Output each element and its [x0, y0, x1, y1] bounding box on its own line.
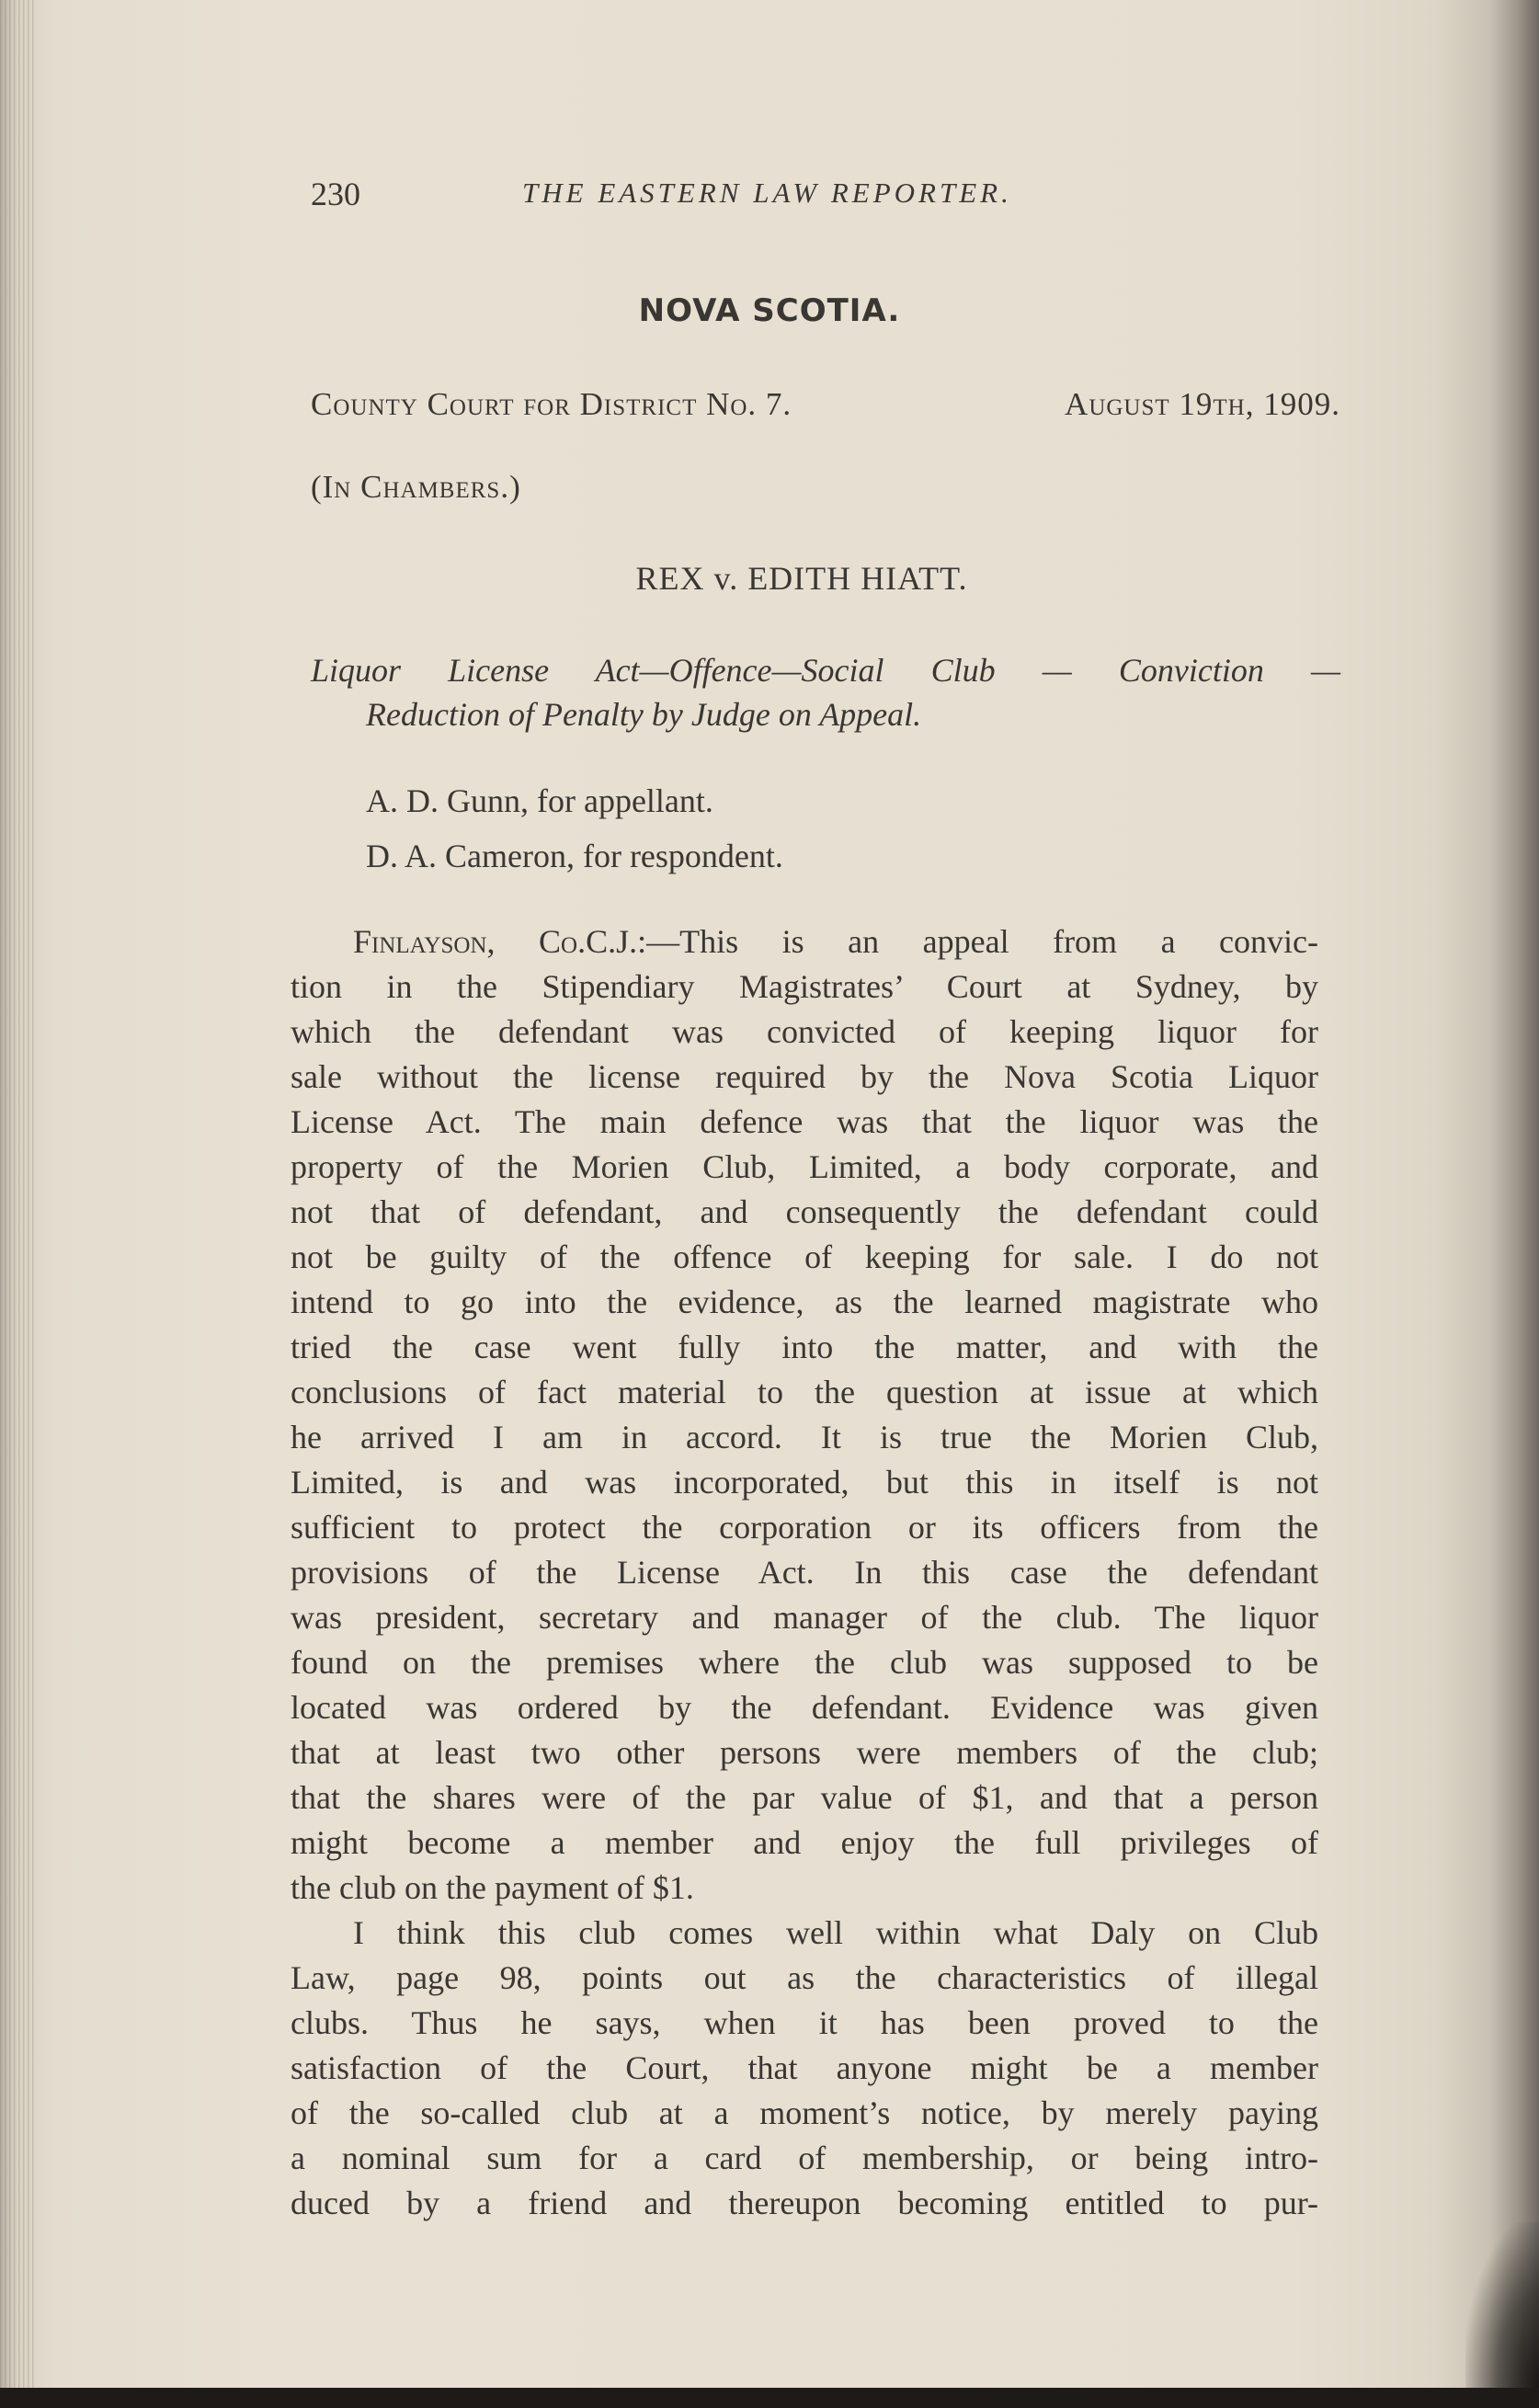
page-number: 230	[311, 176, 360, 212]
chambers-note: (In Chambers.)	[311, 469, 521, 505]
judgment-line: intend to go into the evidence, as the learned magistrate who	[291, 1284, 1318, 1320]
jurisdiction-heading: NOVA SCOTIA.	[638, 292, 901, 329]
judgment-line: the club on the payment of $1.	[291, 1869, 694, 1906]
judgment-line: tried the case went fully into the matter, and with the	[291, 1329, 1318, 1365]
headnote-line-1: Liquor License Act—Offence—Social Club — Conviction —	[311, 652, 1340, 689]
judgment-line: not that of defendant, and consequently the defendant could	[291, 1193, 1318, 1230]
court-line	[311, 386, 1340, 423]
judgment-line: I think this club comes well within what Daly on Club	[353, 1914, 1318, 1951]
judgment-line: sufficient to protect the corporation or its officers from the	[291, 1509, 1318, 1546]
judgment-line: located was ordered by the defendant. Evidence was given	[291, 1689, 1318, 1726]
judgment-line: a nominal sum for a card of membership, or being intro-	[291, 2140, 1318, 2176]
judge-name: Finlayson, Co.C.J.	[353, 923, 638, 960]
judgment-line: was president, secretary and manager of the club. The liquor	[291, 1599, 1318, 1636]
judgment-line: satisfaction of the Court, that anyone might be a member	[291, 2049, 1318, 2086]
judgment-line: Finlayson, Co.C.J.:—This is an appeal from a convic-	[353, 923, 1318, 960]
judgment-text	[291, 919, 1318, 2226]
judgment-line: sale without the license required by the Nova Scotia Liquor	[291, 1058, 1318, 1095]
decision-date: August 19th, 1909.	[1065, 386, 1340, 422]
judgment-line: License Act. The main defence was that the liquor was the	[291, 1103, 1318, 1140]
counsel-respondent: D. A. Cameron, for respondent.	[366, 838, 783, 874]
running-header	[311, 175, 1111, 221]
court-name: County Court for District No. 7.	[311, 386, 792, 422]
judgment-line: he arrived I am in accord. It is true the Morien Club,	[291, 1419, 1318, 1455]
case-title: REX v. EDITH HIATT.	[635, 560, 968, 597]
judgment-line: that the shares were of the par value of $1, and that a person	[291, 1779, 1318, 1816]
judgment-line: might become a member and enjoy the full privileges of	[291, 1824, 1318, 1861]
judgment-line: tion in the Stipendiary Magistrates’ Court at Sydney, by	[291, 968, 1318, 1005]
running-title: THE EASTERN LAW REPORTER.	[522, 177, 1012, 209]
judgment-line: found on the premises where the club was supposed to be	[291, 1644, 1318, 1681]
judgment-line: clubs. Thus he says, when it has been proved to the	[291, 2004, 1318, 2041]
judgment-line: conclusions of fact material to the question at issue at which	[291, 1374, 1318, 1410]
judgment-line: property of the Morien Club, Limited, a body corporate, and	[291, 1148, 1318, 1185]
judgment-line: provisions of the License Act. In this case the defendant	[291, 1554, 1318, 1591]
judgment-line: which the defendant was convicted of keeping liquor for	[291, 1013, 1318, 1050]
judgment-line: Law, page 98, points out as the characteristics of illegal	[291, 1959, 1318, 1996]
judgment-line: not be guilty of the offence of keeping for sale. I do not	[291, 1238, 1318, 1275]
headnote	[311, 648, 1340, 736]
judgment-line: Limited, is and was incorporated, but this in itself is not	[291, 1464, 1318, 1501]
judgment-line: that at least two other persons were members of the club;	[291, 1734, 1318, 1771]
judgment-line: duced by a friend and thereupon becoming entitled to pur-	[291, 2185, 1318, 2221]
counsel-appellant: A. D. Gunn, for appellant.	[366, 782, 713, 819]
headnote-line-2: Reduction of Penalty by Judge on Appeal.	[366, 696, 922, 733]
judgment-line: of the so-called club at a moment’s notice, by merely paying	[291, 2094, 1318, 2131]
